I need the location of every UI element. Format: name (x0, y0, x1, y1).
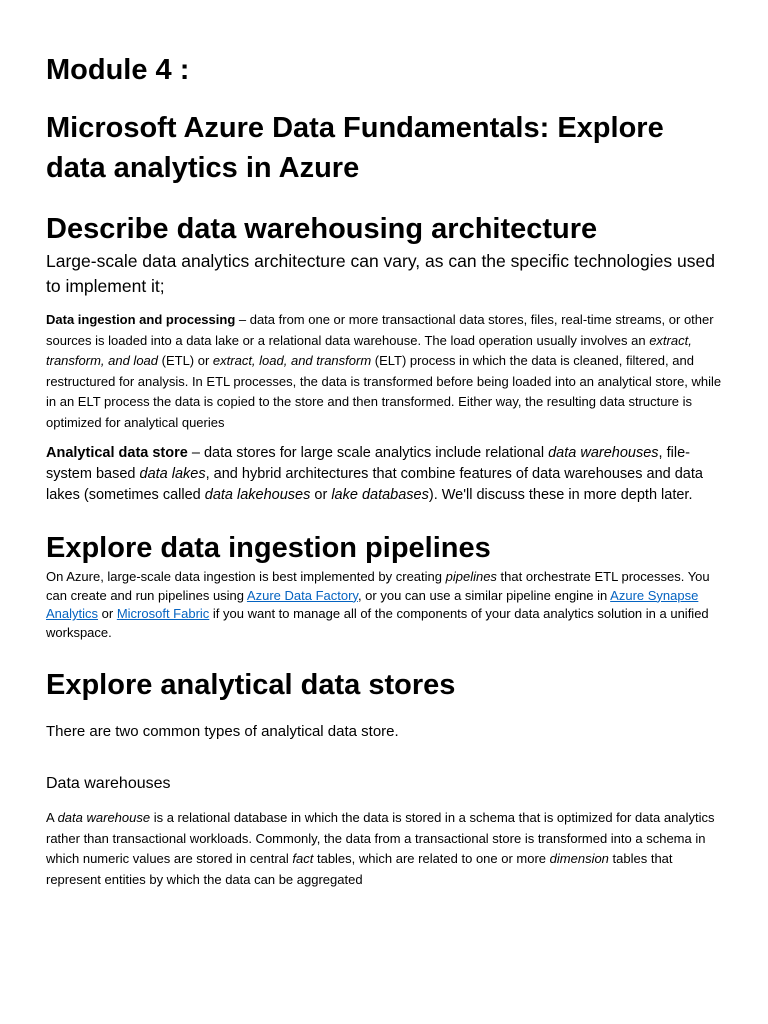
data-lakehouses-term: data lakehouses (204, 487, 311, 503)
ingestion-paragraph (46, 310, 722, 433)
analytical-store-term: Analytical data store (46, 445, 188, 461)
ingestion-term: Data ingestion and processing (46, 312, 236, 327)
stores-intro-paragraph: There are two common types of analytical data store. (46, 723, 399, 740)
warehouse-paragraph (46, 808, 722, 890)
warehouse-text-3: tables, which are related to one or more (313, 851, 550, 866)
analytical-store-paragraph (46, 443, 722, 506)
warehouse-text-1: A (46, 810, 58, 825)
intro-paragraph: Large-scale data analytics architecture can vary, as can the specific technologies used to implement it; (46, 251, 715, 296)
pipelines-term: pipelines (445, 569, 497, 584)
data-lakes-term: data lakes (139, 466, 206, 482)
data-warehouses-subheading: Data warehouses (46, 775, 171, 792)
data-warehouses-term: data warehouses (548, 445, 659, 461)
etl-term: extract, transform, and load (46, 332, 692, 368)
azure-data-factory-link[interactable]: Azure Data Factory (246, 587, 358, 603)
azure-synapse-analytics-link[interactable]: Azure Synapse Analytics (46, 587, 699, 621)
module-heading: Module 4 : (46, 54, 190, 86)
warehouse-text-2: is a relational database in which the data is stored in a schema that is optimized for data analytics rather than transactional workloads. Commonly, the data from a transactional store is transformed into a schema in which numeric values are stored in central (46, 810, 715, 866)
analytical-text-1: – data stores for large scale analytics include relational (187, 445, 549, 461)
lake-databases-term: lake databases (331, 487, 429, 503)
ingestion-pipelines-heading: Explore data ingestion pipelines (46, 532, 491, 564)
pipelines-text-2: that orchestrate ETL processes. You can create and run pipelines using (46, 569, 710, 603)
analytical-stores-heading: Explore analytical data stores (46, 669, 456, 701)
microsoft-fabric-link[interactable]: Microsoft Fabric (116, 606, 210, 621)
pipelines-paragraph (46, 568, 722, 642)
ingestion-text-3: (ELT) process in which the data is cleaned, filtered, and restructured for analysis. In ETL processes, the data is transformed before being loaded into an analytical store, while in an ELT process the data is copied to the store and then transformed. Either way, the resulting data structure is optimized for analytical queries (46, 353, 722, 430)
ingestion-text-2: (ETL) or (158, 353, 213, 368)
fact-term: fact (292, 851, 314, 866)
pipelines-text-4: or (98, 606, 117, 621)
warehouse-text-4: tables that represent entities by which the data can be aggregated (46, 851, 673, 887)
pipelines-text-3: , or you can use a similar pipeline engine in (357, 587, 611, 603)
ingestion-text-1: – data from one or more transactional data stores, files, real-time streams, or other sources is loaded into a data lake or a relational data warehouse. The load operation usually involves an (46, 312, 714, 348)
course-title-heading: Microsoft Azure Data Fundamentals: Explore data analytics in Azure (46, 112, 664, 184)
analytical-text-5: ). We'll discuss these in more depth later. (428, 487, 693, 503)
pipelines-text-5: if you want to manage all of the components of your data analytics solution in a unified workspace. (46, 606, 709, 640)
analytical-text-4: or (310, 487, 332, 503)
data-warehouse-term: data warehouse (57, 810, 151, 825)
pipelines-text-1: On Azure, large-scale data ingestion is best implemented by creating (46, 569, 446, 584)
warehousing-architecture-heading: Describe data warehousing architecture (46, 213, 598, 245)
analytical-text-2: , file-system based (46, 445, 690, 482)
analytical-text-3: , and hybrid architectures that combine features of data warehouses and data lakes (sometimes called (46, 466, 703, 503)
dimension-term: dimension (549, 851, 609, 866)
elt-term: extract, load, and transform (212, 353, 372, 368)
